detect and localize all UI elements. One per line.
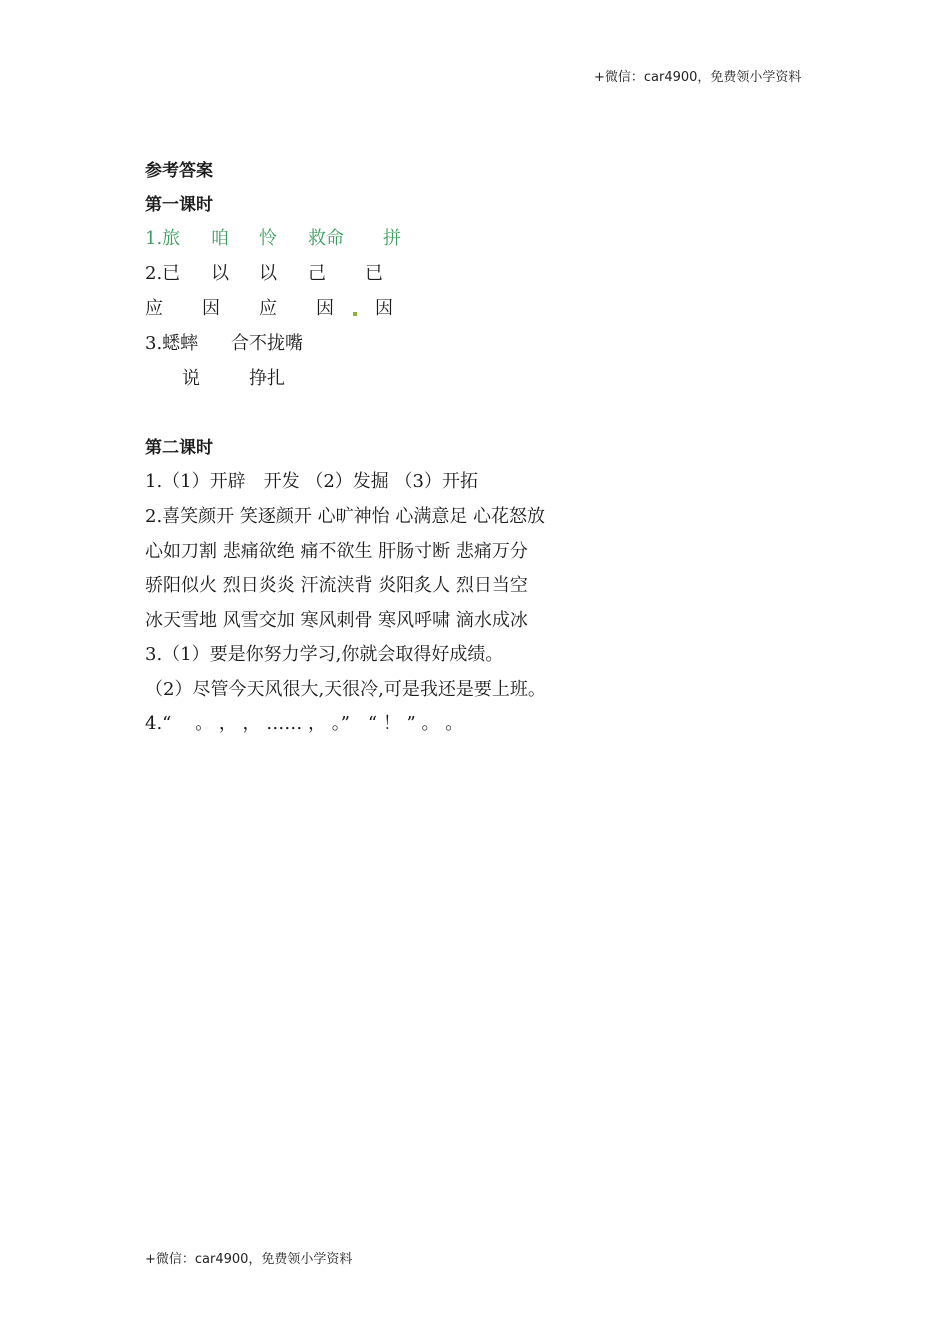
lesson1-q1-row	[145, 226, 445, 252]
q3-item: 合不拢嘴	[231, 333, 303, 354]
q3-item: 挣扎	[249, 368, 285, 389]
lesson1-q3-row-a	[145, 331, 445, 357]
q2-item: 以	[259, 263, 277, 284]
lesson2-line-6: 3.（1）要是你努力学习,你就会取得好成绩。	[145, 644, 504, 665]
q1-item: 拼	[383, 228, 401, 249]
q1-item: 1.旅	[145, 228, 181, 249]
lesson2-line-4: 骄阳似火 烈日炎炎 汗流浃背 炎阳炙人 烈日当空	[145, 575, 528, 596]
q2-item: 因	[202, 298, 220, 319]
lesson1-q2-row-b	[145, 296, 445, 322]
lesson1-heading: 第一课时	[145, 195, 213, 215]
lesson2-line-2: 2.喜笑颜开 笑逐颜开 心旷神怡 心满意足 心花怒放	[145, 506, 546, 527]
lesson1-q2-row-a	[145, 261, 445, 287]
q2-item: 2.已	[145, 263, 181, 284]
q2-item: 己	[308, 263, 326, 284]
q2-item: 以	[211, 263, 229, 284]
q1-item: 怜	[259, 228, 277, 249]
watermark-top: +微信：car4900，免费领小学资料	[594, 70, 802, 85]
lesson2-line-7: （2）尽管今天风很大,天很冷,可是我还是要上班。	[145, 679, 546, 700]
q2-item: 因	[375, 298, 393, 319]
lesson1-q3-row-b	[145, 366, 445, 392]
q2-item: 应	[145, 298, 163, 319]
q2-item: 已	[365, 263, 383, 284]
watermark-bottom: +微信：car4900，免费领小学资料	[145, 1252, 353, 1267]
q1-item: 救命	[308, 228, 344, 249]
lesson2-line-3: 心如刀割 悲痛欲绝 痛不欲生 肝肠寸断 悲痛万分	[145, 541, 528, 562]
lesson2-line-5: 冰天雪地 风雪交加 寒风刺骨 寒风呼啸 滴水成冰	[145, 610, 528, 631]
answer-title: 参考答案	[145, 161, 213, 181]
q1-item: 咱	[211, 228, 229, 249]
q3-item: 说	[182, 368, 200, 389]
q2-item: 因	[316, 298, 334, 319]
q3-item: 3.蟋蟀	[145, 333, 199, 354]
lesson2-line-8: 4.“ 。 ， ， …… ， 。” “ ！ ” 。 。	[145, 713, 464, 734]
q2-item: 应	[259, 298, 277, 319]
marker-dot	[353, 312, 357, 316]
lesson2-line-1: 1.（1）开辟 开发 （2）发掘 （3）开拓	[145, 471, 478, 492]
lesson2-heading: 第二课时	[145, 438, 213, 458]
